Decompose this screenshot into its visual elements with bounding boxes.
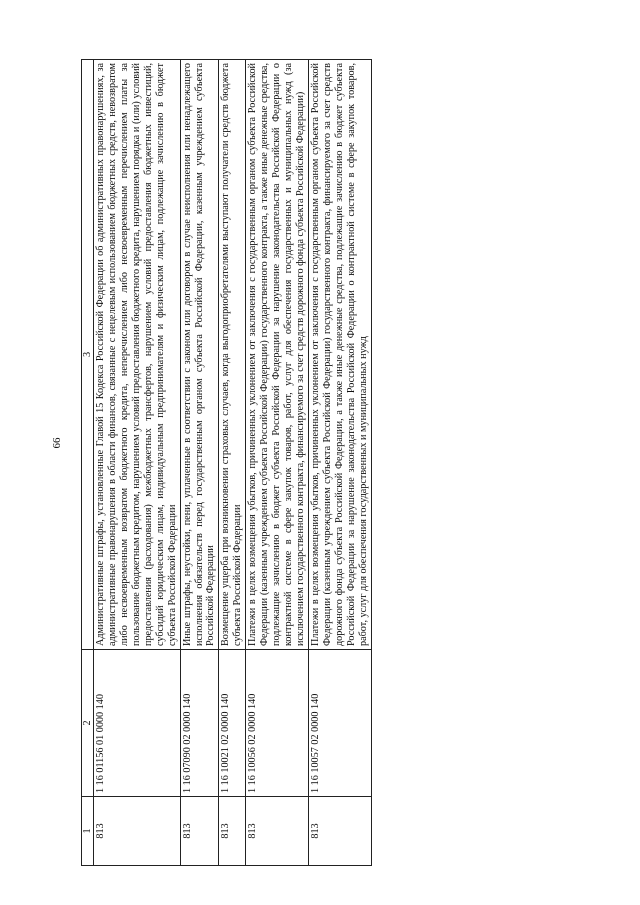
- admin-code-cell: 813: [180, 797, 219, 866]
- table-row: [94, 60, 181, 866]
- admin-code-cell: 813: [219, 797, 246, 866]
- table-row: [219, 60, 246, 866]
- revenue-codes-table: [81, 59, 372, 866]
- rotated-table-area: [81, 60, 456, 866]
- description-cell: Административные штрафы, установленные Главой 15 Кодекса Российской Федерации об административных правонарушениях, за административные правонарушения в области финансов, связанные с нецелевым использованием бюджетных средств, невозвратом либо несвоевременным возвратом бюджетного кредита, неперечислением либо несвоевременным перечислением платы за пользование бюджетным кредитом, нарушением условий предоставления бюджетного кредита, нарушением порядка и (или) условий предоставления (расходования) межбюджетных трансфертов, нарушением условий предоставления бюджетных инвестиций, субсидий юридическим лицам, индивидуальным предпринимателям и физическим лицам, подлежащие зачислению в бюджет субъекта Российской Федерации: [94, 60, 181, 650]
- landscape-sheet: [81, 60, 456, 866]
- page-number: 66: [51, 437, 63, 449]
- kbk-code-cell: 1 16 07090 02 0000 140: [180, 650, 219, 797]
- admin-code-cell: 813: [94, 797, 181, 866]
- description-cell: Платежи в целях возмещения убытков, причиненных уклонением от заключения с государственным органом субъекта Российской Федерации (казенным учреждением субъекта Российской Федерации) государственного контракта, а также иные денежные средства, подлежащие зачислению в бюджет субъекта Российской Федерации за нарушение законодательства Российской Федерации о контрактной системе в сфере закупок товаров, работ, услуг для обеспечения государственных и муниципальных нужд (за исключением государственного контракта, финансируемого за счет средств дорожного фонда субъекта Российской Федерации): [246, 60, 309, 650]
- admin-code-cell: 813: [308, 797, 371, 866]
- kbk-code-cell: 1 16 10021 02 0000 140: [219, 650, 246, 797]
- header-col-1: 1: [82, 797, 94, 866]
- kbk-code-cell: 1 16 10056 02 0000 140: [246, 650, 309, 797]
- kbk-code-cell: 1 16 01156 01 0000 140: [94, 650, 181, 797]
- table-row: [308, 60, 371, 866]
- admin-code-cell: 813: [246, 797, 309, 866]
- description-cell: Иные штрафы, неустойки, пени, уплаченные в соответствии с законом или договором в случае неисполнения или ненадлежащего исполнения обязательств перед государственным органом субъекта Российской Федерации, казенным учреждением субъекта Российской Федерации: [180, 60, 219, 650]
- table-row: [246, 60, 309, 866]
- description-cell: Платежи в целях возмещения убытков, причиненных уклонением от заключения с государственным органом субъекта Российской Федерации (казенным учреждением субъекта Российской Федерации) государственного контракта, финансируемого за счет средств дорожного фонда субъекта Российской Федерации, а также иные денежные средства, подлежащие зачислению в бюджет субъекта Российской Федерации за нарушение законодательства Российской Федерации о контрактной системе в сфере закупок товаров, работ, услуг для обеспечения государственных и муниципальных нужд: [308, 60, 371, 650]
- table-row: [180, 60, 219, 866]
- description-cell: Возмещение ущерба при возникновении страховых случаев, когда выгодоприобретателями выступают получатели средств бюджета субъекта Российской Федерации: [219, 60, 246, 650]
- header-col-2: 2: [82, 650, 94, 797]
- header-col-3: 3: [82, 60, 94, 650]
- kbk-code-cell: 1 16 10057 02 0000 140: [308, 650, 371, 797]
- header-row: [82, 60, 94, 866]
